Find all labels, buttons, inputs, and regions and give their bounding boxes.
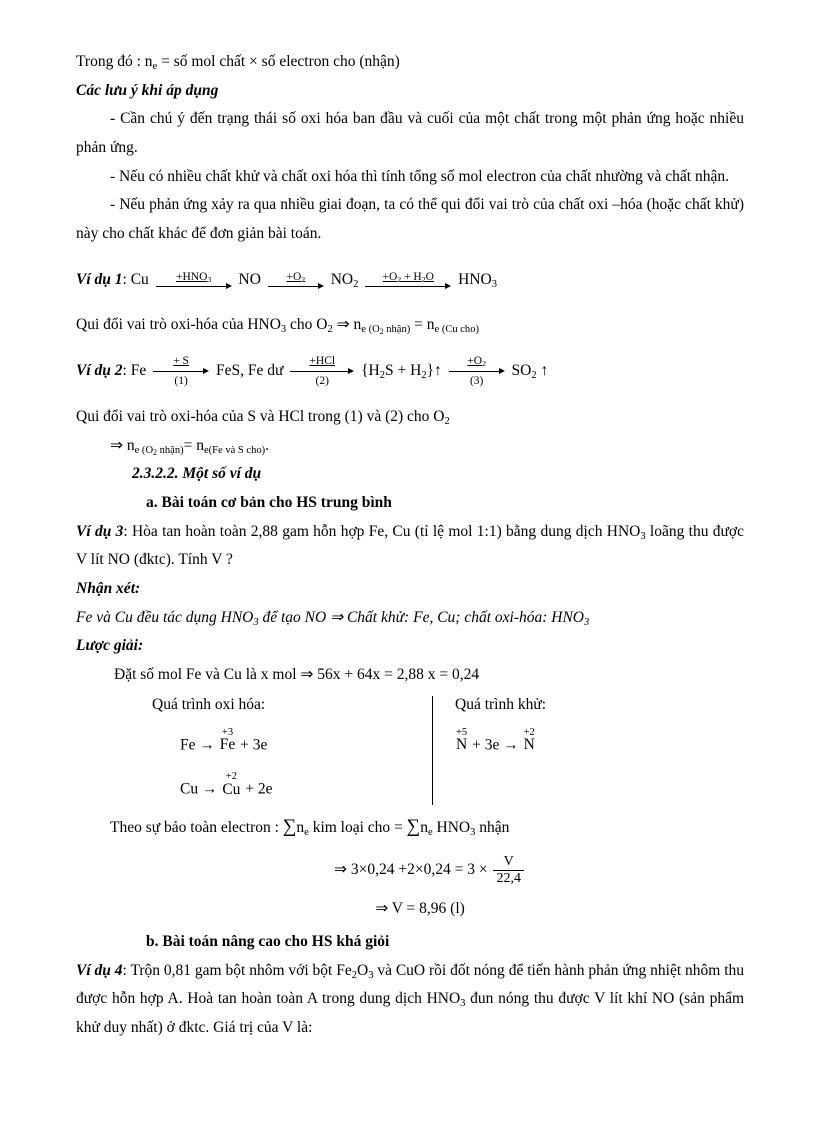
bullet-2: - Nếu có nhiều chất khử và chất oxi hóa thì tính tổng số mol electron của chất nhường và chất nhận. (110, 167, 729, 185)
equation-result: ⇒ V = 8,96 (l) (375, 900, 465, 917)
reaction-arrow-4: $\frac{+ S}{(1)}$ (153, 355, 209, 387)
heading-2-3-2-2: 2.3.2.2. Một số ví dụ (132, 465, 262, 483)
example-2-line: Ví dụ 2: Fe $\frac{+ S}{(1)}$ FeS, Fe dư +HCl (2) {$H_2S$ + $H_2\}↑$ $\frac{+O_2}{(3)}$ $SO_2$ ↑ (76, 355, 549, 387)
example-2-result: ⇒ $n_{e (O2 nhận)}= n_{e(Fe và S cho)}$. (110, 436, 269, 457)
reaction-arrow-1: $+HNO_3$ (156, 271, 232, 291)
equation-balance: ⇒ 3×0,24 +2×0,24 = 3 × $\frac{V}{22,4}$ (116, 854, 744, 887)
heading-nhan-xet: Nhận xét: (76, 579, 141, 597)
example-1-note: Qui đổi vai trò oxi-hóa của $HNO_3$ cho $O_2$ ⇒ $n_{e (O2 nhận)} = n_{e (Cu cho)}$ (76, 315, 479, 336)
reaction-arrow-3: $+O_2 + H_2O$ (365, 271, 451, 291)
fraction-v-over-22-4: $\frac{V}{22,4}$ (493, 854, 524, 887)
example-4: Ví dụ 4: Trộn 0,81 gam bột nhôm với bột $Fe_2O_3$ và CuO rồi đốt nóng để tiến hành phản ứng nhiệt nhôm thu được hỗn hợp A. Hoà tan hoàn toàn A trong dung dịch $HNO_3$ đun nóng thu được V lít khí NO (sản phẩm khử duy nhất) ở đktc. Giá trị của V là: (76, 961, 745, 1037)
process-table (152, 696, 712, 805)
reaction-arrow-2: $+O_2$ (268, 271, 324, 291)
bullet-3: - Nếu phản ứng xảy ra qua nhiều giai đoạn, ta có thể qui đổi vai trò của chất oxi –hóa (hoặc chất khử) này cho chất khác để đơn giản bài toán. (76, 196, 744, 243)
process-khu-heading: Quá trình khử: (455, 695, 547, 713)
example-2-note: Qui đổi vai trò oxi-hóa của S và HCl trong (1) và (2) cho $O_2$ (76, 407, 450, 427)
example-1-line: Ví dụ 1: Cu $+HNO_3$ NO $+O_2$ $NO_2$ $+O_2 + H_2O$ $HNO_3$ (76, 270, 497, 291)
nhan-xet-text: Fe và Cu đều tác dụng $HNO_3$ để tạo NO ⇒ Chất khử: Fe, Cu; chất oxi-hóa: $HNO_3$ (76, 608, 590, 628)
heading-luoc-giai: Lược giải: (76, 637, 144, 655)
bao-toan-electron: Theo sự bảo toàn electron : $\sum n_e$ kim loại cho = $\sum n_e$ $HNO_3$ nhận (110, 815, 510, 838)
reaction-arrow-5: +HCl (2) (290, 355, 354, 387)
example-3: Ví dụ 3: Hòa tan hoàn toàn 2,88 gam hỗn hợp Fe, Cu (tỉ lệ mol 1:1) bằng dung dịch $HNO_3$ loãng thu được V lít NO (đktc). Tính V ? (76, 522, 744, 569)
process-khu-body: +5 N + 3e → +2 N (456, 726, 535, 754)
process-oxi-body: Fe → +3 Fe + 3e Cu → +2 Cu + 2e (180, 726, 273, 798)
heading-b: b. Bài toán nâng cao cho HS khá giỏi (146, 933, 390, 950)
formula-note: Trong đó : $n_e$ = số mol chất × số electron cho (nhận) (76, 53, 400, 72)
heading-a: a. Bài toán cơ bản cho HS trung bình (146, 493, 392, 511)
bullet-1: - Cần chú ý đến trạng thái số oxi hóa ban đầu và cuối của một chất trong một phản ứng hoặc nhiều phản ứng. (76, 110, 744, 157)
process-oxi-heading: Quá trình oxi hóa: (152, 695, 266, 713)
reaction-arrow-6: $\frac{+O_2}{(3)}$ (449, 355, 505, 387)
heading-luu-y: Các lưu ý khi áp dụng (76, 81, 219, 99)
luoc-giai-step-1: Đặt số mol Fe và Cu là x mol ⇒ 56x + 64x = 2,88 x = 0,24 (114, 666, 480, 683)
